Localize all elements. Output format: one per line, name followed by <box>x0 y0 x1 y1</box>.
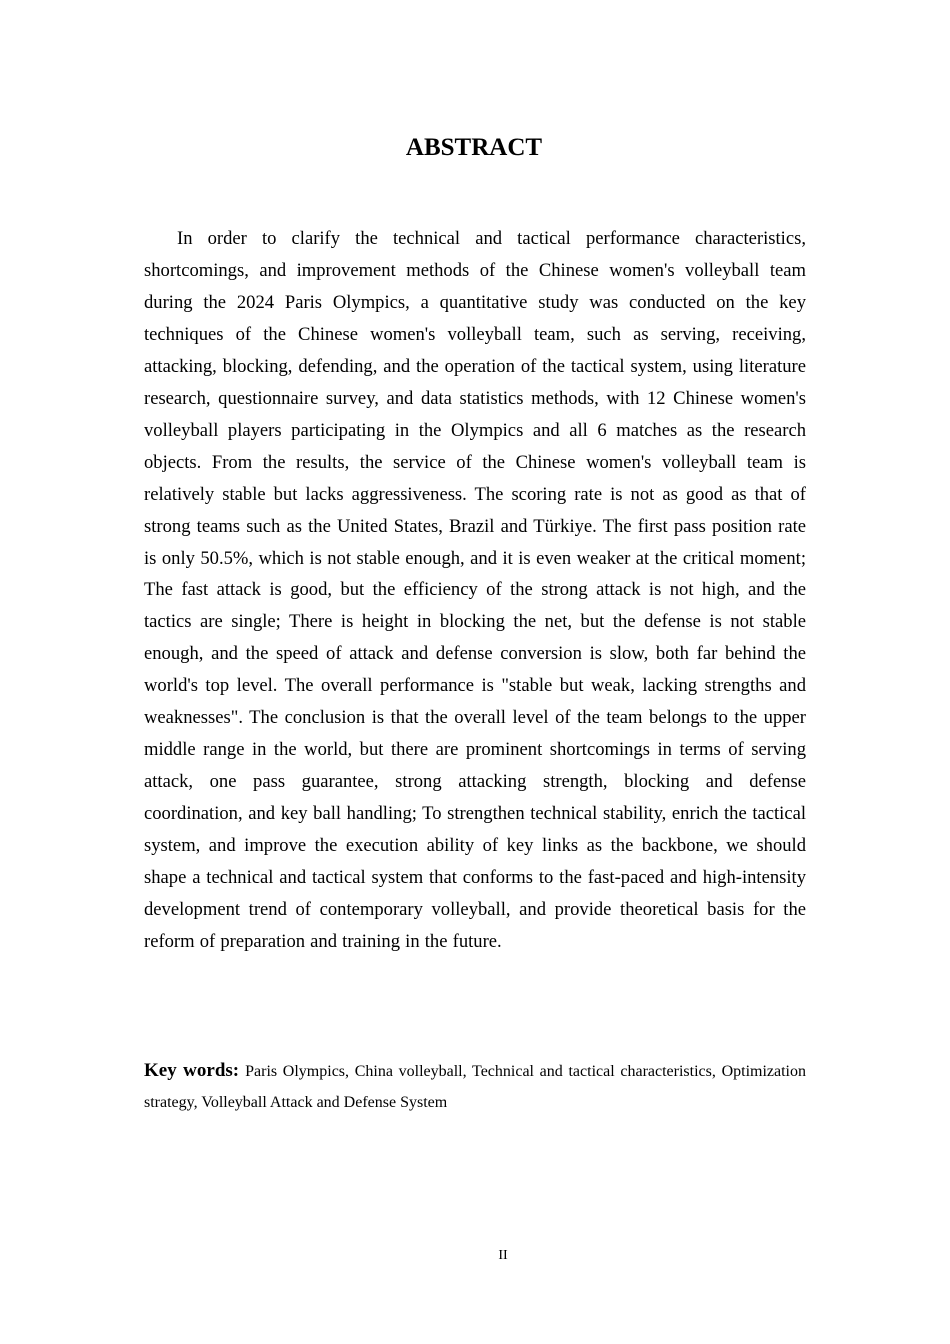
abstract-paragraph: In order to clarify the technical and tactical performance characteristics, shortcomings, and improvement methods of the Chinese women's volleyball team during the 2024 Paris Olympics, a quantitative study was conducted on the key techniques of the Chinese women's volleyball team, such as serving, receiving, attacking, blocking, defending, and the operation of the tactical system, using literature research, questionnaire survey, and data statistics methods, with 12 Chinese women's volleyball players participating in the Olympics and all 6 matches as the research objects. From the results, the service of the Chinese women's volleyball team is relatively stable but lacks aggressiveness. The scoring rate is not as good as that of strong teams such as the United States, Brazil and Türkiye. The first pass position rate is only 50.5%, which is not stable enough, and it is even weaker at the critical moment; The fast attack is good, but the efficiency of the strong attack is not high, and the tactics are single; There is height in blocking the net, but the defense is not stable enough, and the speed of attack and defense conversion is slow, both far behind the world's top level. The overall performance is "stable but weak, lacking strengths and weaknesses". The conclusion is that the overall level of the team belongs to the upper middle range in the world, but there are prominent shortcomings in terms of serving attack, one pass guarantee, strong attacking strength, blocking and defense coordination, and key ball handling; To strengthen technical stability, enrich the tactical system, and improve the execution ability of key links as the backbone, we should shape a technical and tactical system that conforms to the fast-paced and high-intensity development trend of contemporary volleyball, and provide theoretical basis for the reform of preparation and training in the future. <box>144 228 806 952</box>
abstract-title: ABSTRACT <box>405 134 543 161</box>
keywords-list: Paris Olympics, China volleyball, Technical and tactical characteristics, Optimization strategy, Volleyball Attack and Defense System <box>144 1063 806 1111</box>
page-number: II <box>498 1248 508 1263</box>
keywords-section <box>144 1055 806 1118</box>
keywords-label: Key words: <box>144 1060 240 1081</box>
